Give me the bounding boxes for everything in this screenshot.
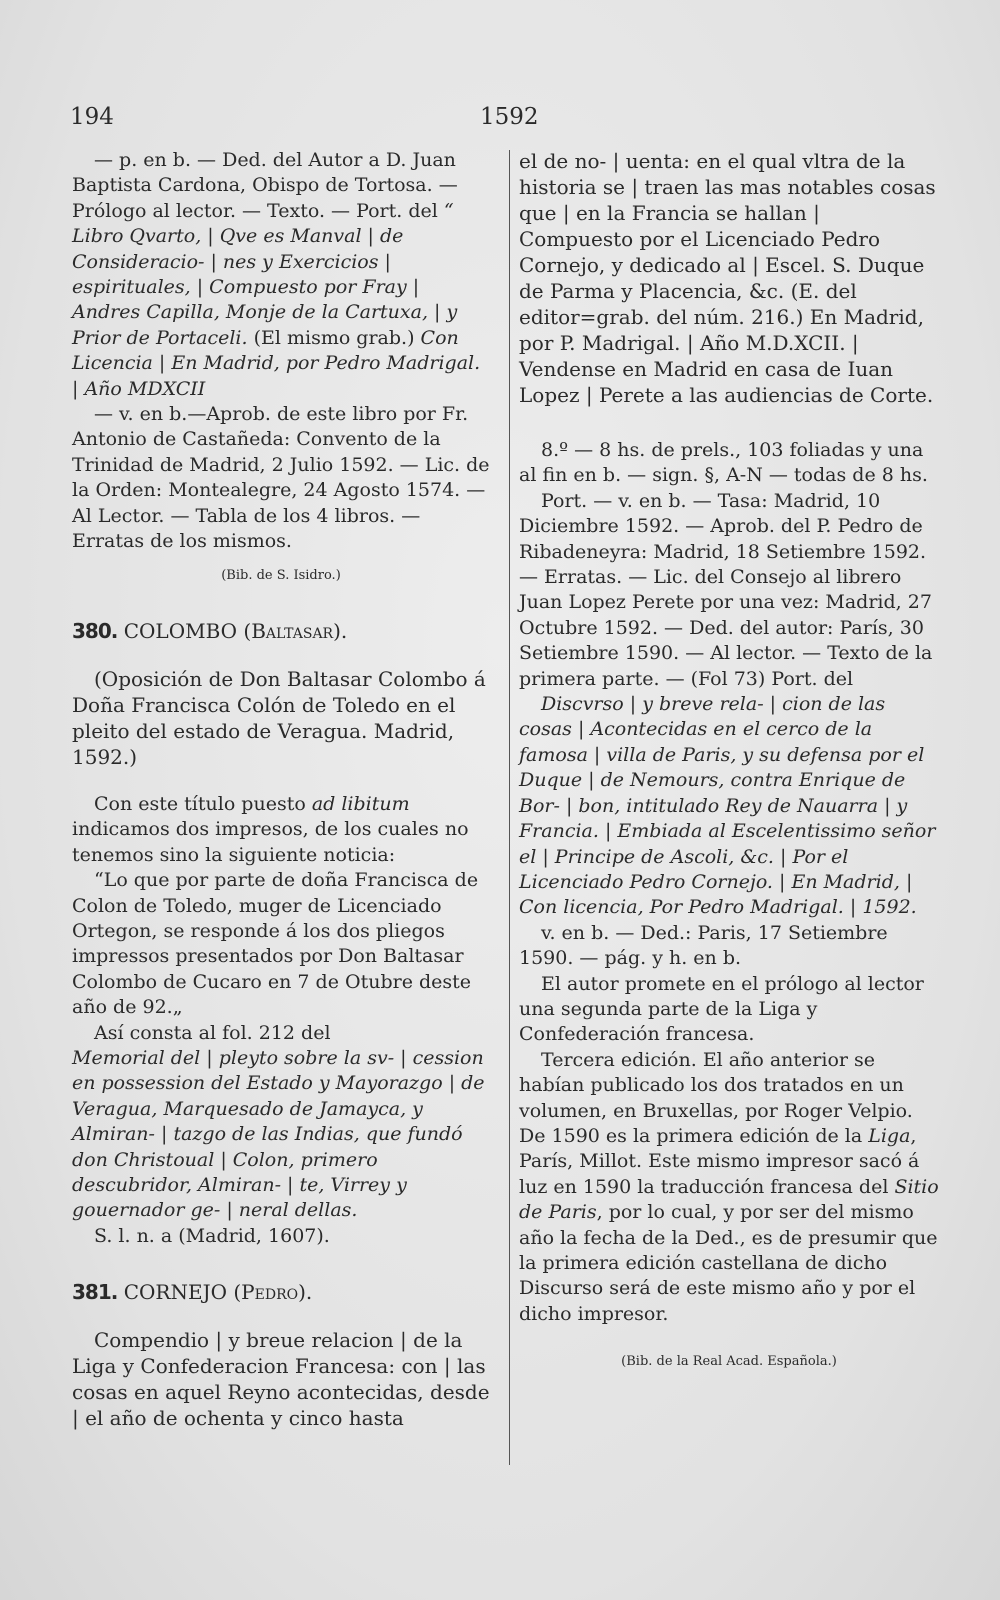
source-library: (Bib. de S. Isidro.) xyxy=(221,567,341,583)
entry-381-title: Compendio | y breue relacion | de la Liga y Confederacion Francesa: con | las cosas en aquel Reyno acontecidas, desde | el año de ochenta y cinco hasta xyxy=(72,1328,490,1431)
entry-381-note-1: El autor promete en el prólogo al lector una segunda parte de la Liga y Confederación francesa. xyxy=(519,972,924,1046)
latin-phrase: ad libitum xyxy=(311,792,410,815)
source-library: (Bib. de la Real Acad. Española.) xyxy=(621,1354,837,1370)
entry-number: 380. xyxy=(72,618,118,643)
note-text-2: , París, Millot. Este mismo impresor sacó á luz en 1590 la traducción francesa del xyxy=(519,1124,920,1198)
note-text-3: , por lo cual, y por ser del mismo año la fecha de la Ded., es de presumir que la primera edición castellana de dicho Discurso será de este mismo año y por el dicho impresor. xyxy=(519,1201,938,1325)
description-text: — p. en b. — Ded. del Autor a D. Juan Baptista Cardona, Obispo de Tortosa. — Prólogo al lector. — Texto. — Port. del xyxy=(72,149,458,222)
entry-381-second-title: Discvrso | y breve rela- | cion de las cosas | Acontecidas en el cerco de la famosa | villa de Paris, y su defensa por el Duque | de Nemours, contra Enrique de Bor- | bon, intitulado Rey de Nauarra | y Francia. | Embiada al Escelentissimo señor el | Principe de Ascoli, &c. | Por el Licenciado Pedro Cornejo. | En Madrid, | Con licencia, Por Pedro Madrigal. | 1592. xyxy=(519,693,936,919)
entry-379-continuation xyxy=(72,148,490,402)
entry-381-collation: 8.º — 8 hs. de prels., 103 foliadas y una al fin en b. — sign. §, A-N — todas de 8 hs. xyxy=(519,439,928,487)
entry-380-imprint: S. l. n. a (Madrid, 1607). xyxy=(94,1224,330,1247)
entry-381-verso: v. en b. — Ded.: Paris, 17 Setiembre 1590. — pág. y h. en b. xyxy=(519,921,888,970)
entry-381-title-continued: el de no- | uenta: en el qual vltra de la historia se | traen las mas notables cosas que | en la Francia se hallan | Compuesto por el Licenciado Pedro Cornejo, y dedicado al | Escel. S. Duque de Parma y Placencia, &c. (E. del editor=grab. del núm. 216.) En Madrid, por P. Madrigal. | Año M.D.XCII. | Vendense en Madrid en casa de Iuan Lopez | Perete a las audiencias de Corte. xyxy=(519,149,936,407)
author-given-name: (Baltasar). xyxy=(243,618,348,643)
entry-380-intro xyxy=(72,792,490,868)
left-column xyxy=(72,148,490,1431)
entry-380-heading xyxy=(72,618,490,644)
entry-381-note-2 xyxy=(519,1048,939,1327)
entry-380-reference: Así consta al fol. 212 del xyxy=(94,1021,331,1044)
running-head-year: 1592 xyxy=(480,104,539,130)
note-text: Tercera edición. El año anterior se habían publicado los dos tratados en un volumen, en Bruxellas, por Roger Velpio. De 1590 es la primera edición de la xyxy=(519,1048,913,1147)
entry-381-heading xyxy=(72,1279,490,1305)
author-surname: COLOMBO xyxy=(123,618,238,643)
note-title-sitio: Sitio de Paris xyxy=(519,1175,939,1224)
author-surname: CORNEJO xyxy=(123,1280,227,1305)
entry-380-quote: “Lo que por parte de doña Francisca de Colon de Toledo, muger de Licenciado Ortegon, se responde á los dos pliegos impressos presentados por Don Baltasar Colombo de Cucaro en 7 de Otubre deste año de 92.„ xyxy=(72,869,479,1019)
right-column xyxy=(519,148,939,1375)
intro-text: Con este título puesto xyxy=(94,792,312,815)
entry-380-summary: (Oposición de Don Baltasar Colombo á Doña Francisca Colón de Toledo en el pleito del estado de Veragua. Madrid, 1592.) xyxy=(72,666,486,769)
entry-number: 381. xyxy=(72,1280,118,1305)
intro-text-2: indicamos dos impresos, de los cuales no tenemos sino la siguiente noticia: xyxy=(72,818,469,866)
entry-381-contents: Port. — v. en b. — Tasa: Madrid, 10 Diciembre 1592. — Aprob. del P. Pedro de Ribadeneyra: Madrid, 18 Setiembre 1592. — Erratas. — Lic. del Consejo al librero Juan Lopez Perete por una vez: Madrid, 27 Octubre 1592. — Ded. del autor: París, 30 Setiembre 1590. — Al lector. — Texto de la primera parte. — (Fol 73) Port. del xyxy=(519,489,933,690)
column-divider xyxy=(509,150,510,1465)
entry-380-memorial-title: Memorial del | pleyto sobre la sv- | cession en possession del Estado y Mayorazgo | de Veragua, Marquesado de Jamayca, y Almiran- | tazgo de las Indias, que fundó don Christoual | Colon, primero descubridor, Almiran- | te, Virrey y gouernador ge- | neral dellas. xyxy=(72,1046,485,1222)
page-number: 194 xyxy=(70,104,114,130)
author-given-name: (Pedro). xyxy=(233,1280,313,1305)
engraving-note: (El mismo grab.) xyxy=(247,326,421,349)
transcribed-imprint: Con Licencia | En Madrid, por Pedro Madrigal. | Año MDXCII xyxy=(72,326,481,400)
collation-text: — v. en b.—Aprob. de este libro por Fr. Antonio de Castañeda: Convento de la Trinidad de Madrid, 2 Julio 1592. — Lic. de la Orden: Montealegre, 24 Agosto 1574. — Al Lector. — Tabla de los 4 libros. — Erratas de los mismos. xyxy=(72,403,490,553)
transcribed-title: “ Libro Qvarto, | Qve es Manval | de Consideracio- | nes y Exercicios | espirituales, | Compuesto por Fray | Andres Capilla, Monje de la Cartuxa, | y Prior de Portaceli. xyxy=(72,199,458,349)
note-title-liga: Liga xyxy=(868,1124,911,1147)
